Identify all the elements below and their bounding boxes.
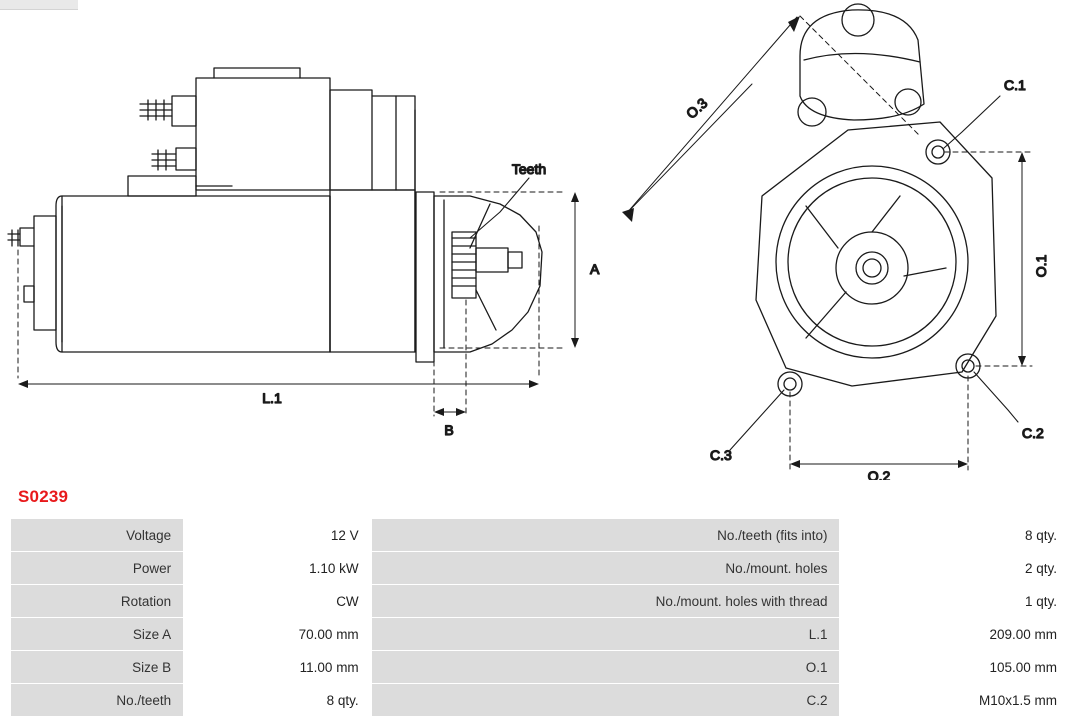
- spec-label: Voltage: [11, 519, 184, 552]
- spec-value-2: 1 qty.: [840, 585, 1070, 618]
- dim-o1: [944, 152, 1032, 366]
- spec-value: 70.00 mm: [184, 618, 372, 651]
- label-b: B: [444, 422, 454, 438]
- spec-label-2: O.1: [371, 651, 840, 684]
- label-l1: L.1: [262, 390, 282, 406]
- label-c2: C.2: [1022, 425, 1044, 441]
- spec-value-2: 105.00 mm: [840, 651, 1070, 684]
- spec-value: 1.10 kW: [184, 552, 372, 585]
- leader-c2: [974, 372, 1018, 422]
- table-row: [11, 651, 1070, 684]
- part-number: S0239: [18, 487, 69, 506]
- spec-label: No./teeth: [11, 684, 184, 717]
- table-row: [11, 618, 1070, 651]
- table-row: [11, 684, 1070, 717]
- spec-value-2: 2 qty.: [840, 552, 1070, 585]
- spec-label: Power: [11, 552, 184, 585]
- label-o2: O.2: [867, 468, 891, 480]
- spec-value: 11.00 mm: [184, 651, 372, 684]
- dim-o2: [790, 376, 968, 470]
- dim-l1: [18, 226, 539, 388]
- label-a: A: [590, 261, 600, 277]
- spec-label-2: No./mount. holes: [371, 552, 840, 585]
- spec-label-2: L.1: [371, 618, 840, 651]
- spec-value-2: 209.00 mm: [840, 618, 1070, 651]
- label-o1: O.1: [1033, 254, 1049, 278]
- spec-label-2: No./mount. holes with thread: [371, 585, 840, 618]
- specifications-table: [10, 518, 1070, 717]
- spec-label: Rotation: [11, 585, 184, 618]
- spec-label: Size B: [11, 651, 184, 684]
- leader-c3: [730, 390, 784, 450]
- spec-value: CW: [184, 585, 372, 618]
- spec-value-2: M10x1.5 mm: [840, 684, 1070, 717]
- spec-label-2: No./teeth (fits into): [371, 519, 840, 552]
- label-c1: C.1: [1004, 77, 1026, 93]
- side-view-group: [8, 68, 542, 362]
- label-o3: O.3: [682, 94, 711, 122]
- table-row: [11, 552, 1070, 585]
- table-row: [11, 519, 1070, 552]
- spec-label-2: C.2: [371, 684, 840, 717]
- dim-b: [434, 300, 466, 416]
- spec-value-2: 8 qty.: [840, 519, 1070, 552]
- label-c3: C.3: [710, 447, 732, 463]
- spec-value: 12 V: [184, 519, 372, 552]
- label-teeth: Teeth: [511, 161, 547, 177]
- spec-value: 8 qty.: [184, 684, 372, 717]
- spec-label: Size A: [11, 618, 184, 651]
- front-view-group: [756, 4, 996, 396]
- table-row: [11, 585, 1070, 618]
- leader-c1: [944, 96, 1000, 148]
